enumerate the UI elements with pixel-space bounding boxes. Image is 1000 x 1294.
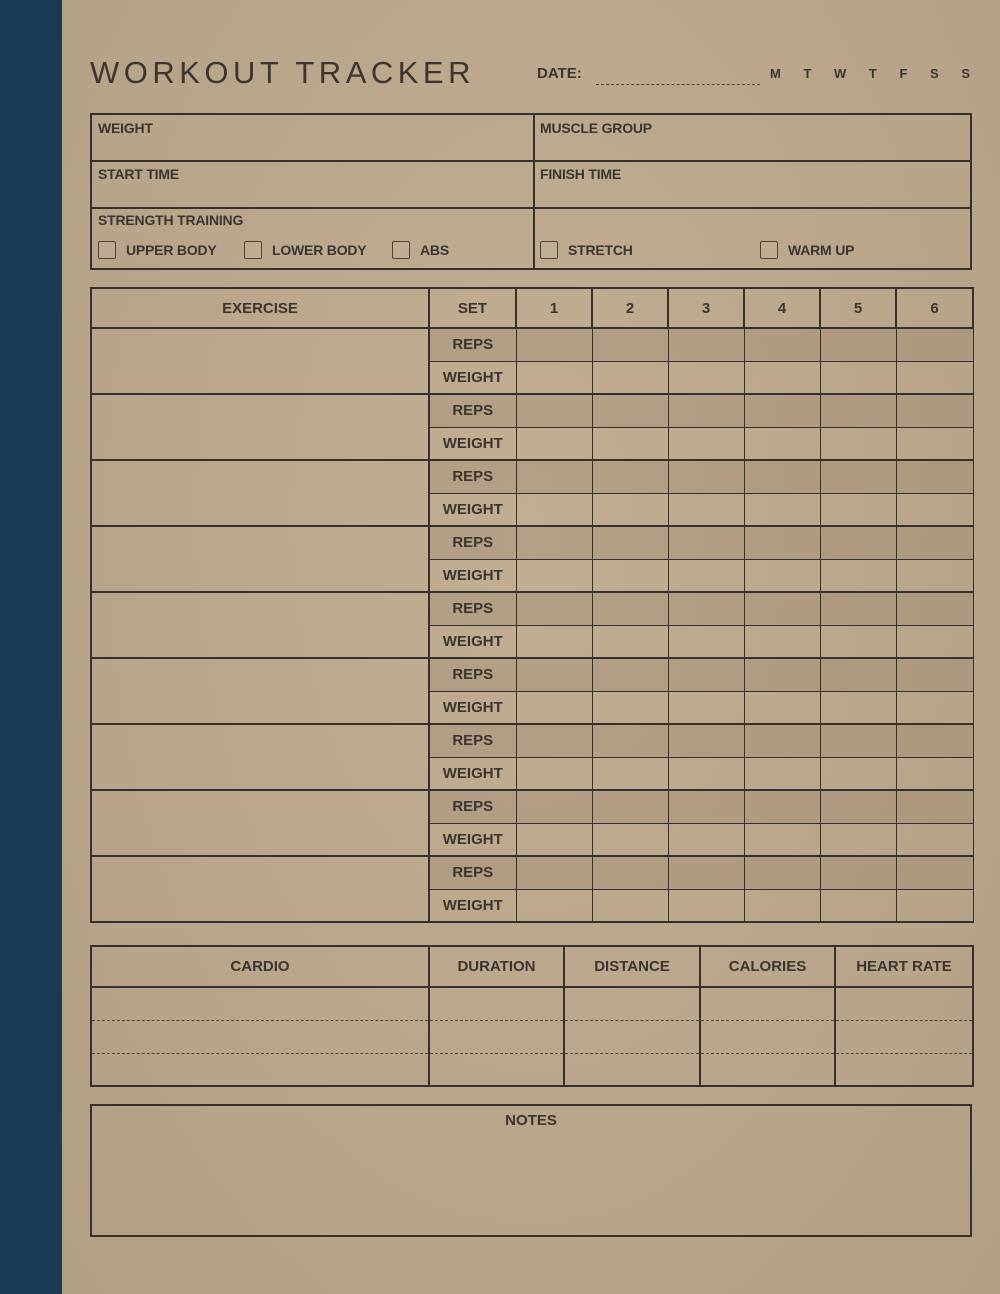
weight-label: WEIGHT [429,889,516,922]
warm-up-checkbox[interactable] [760,241,778,259]
weight-entry-cell[interactable] [592,823,668,856]
exercise-name-cell[interactable] [91,592,429,658]
weight-entry-cell[interactable] [820,361,896,394]
abs-label: ABS [420,242,449,258]
weight-label: WEIGHT [429,493,516,526]
reps-entry-cell[interactable] [820,790,896,823]
weight-entry-cell[interactable] [820,427,896,460]
reps-entry-cell[interactable] [592,526,668,559]
reps-entry-cell[interactable] [896,856,973,889]
cardio-entry-cell[interactable] [91,987,429,1020]
divider [92,207,970,209]
upper-body-label: UPPER BODY [126,242,217,258]
exercise-table-body [91,328,973,922]
weekday-selector [770,66,970,81]
weight-entry-cell[interactable] [592,559,668,592]
reps-entry-cell[interactable] [592,724,668,757]
calories-entry-cell[interactable] [700,1020,835,1053]
reps-entry-cell[interactable] [516,328,592,361]
exercise-name-cell[interactable] [91,460,429,526]
date-field[interactable] [596,84,760,85]
lower-body-checkbox[interactable] [244,241,262,259]
reps-entry-cell[interactable] [820,460,896,493]
set-5-header: 5 [820,288,896,328]
reps-entry-cell[interactable] [896,460,973,493]
day-fri[interactable]: F [899,66,908,81]
exercise-reps-row [91,790,973,823]
weight-label: WEIGHT [429,361,516,394]
reps-entry-cell[interactable] [516,394,592,427]
lower-body-option[interactable] [244,241,366,259]
weight-entry-cell[interactable] [820,889,896,922]
weight-entry-cell[interactable] [592,427,668,460]
reps-label: REPS [429,394,516,427]
exercise-reps-row [91,526,973,559]
set-3-header: 3 [668,288,744,328]
weight-entry-cell[interactable] [516,427,592,460]
reps-entry-cell[interactable] [820,856,896,889]
cardio-table [90,945,974,1087]
reps-entry-cell[interactable] [668,856,744,889]
reps-entry-cell[interactable] [516,790,592,823]
weight-entry-cell[interactable] [516,361,592,394]
exercise-name-cell[interactable] [91,658,429,724]
heart-rate-entry-cell[interactable] [835,1020,973,1053]
reps-entry-cell[interactable] [668,328,744,361]
date-label: DATE: [537,65,582,82]
day-sun[interactable]: S [961,66,970,81]
weight-entry-cell[interactable] [516,757,592,790]
strength-training-label: STRENGTH TRAINING [98,212,244,228]
weight-entry-cell[interactable] [516,493,592,526]
duration-column-header: DURATION [429,946,564,987]
exercise-reps-row [91,328,973,361]
reps-label: REPS [429,724,516,757]
weight-entry-cell[interactable] [516,559,592,592]
upper-body-option[interactable] [98,241,217,259]
reps-entry-cell[interactable] [516,592,592,625]
weight-entry-cell[interactable] [668,361,744,394]
weight-label: WEIGHT [429,757,516,790]
exercise-reps-row [91,658,973,691]
weight-entry-cell[interactable] [820,691,896,724]
reps-entry-cell[interactable] [592,790,668,823]
reps-label: REPS [429,592,516,625]
day-mon[interactable]: M [770,66,781,81]
notes-box[interactable] [90,1104,972,1237]
heart-rate-entry-cell[interactable] [835,987,973,1020]
exercise-name-cell[interactable] [91,328,429,394]
reps-label: REPS [429,658,516,691]
heart-rate-entry-cell[interactable] [835,1053,973,1086]
weight-entry-cell[interactable] [896,493,973,526]
reps-entry-cell[interactable] [896,328,973,361]
weight-entry-cell[interactable] [668,625,744,658]
weight-entry-cell[interactable] [744,559,820,592]
weight-entry-cell[interactable] [592,625,668,658]
exercise-table [90,287,974,923]
exercise-name-cell[interactable] [91,790,429,856]
reps-entry-cell[interactable] [820,658,896,691]
reps-entry-cell[interactable] [668,790,744,823]
weight-entry-cell[interactable] [896,559,973,592]
reps-entry-cell[interactable] [744,328,820,361]
reps-entry-cell[interactable] [896,526,973,559]
exercise-header-row [91,288,973,328]
reps-entry-cell[interactable] [668,658,744,691]
weight-label: WEIGHT [429,625,516,658]
weight-entry-cell[interactable] [744,625,820,658]
reps-entry-cell[interactable] [516,526,592,559]
reps-entry-cell[interactable] [668,526,744,559]
warm-up-option[interactable] [760,241,854,259]
day-sat[interactable]: S [930,66,939,81]
weight-entry-cell[interactable] [668,757,744,790]
muscle-group-field-label: MUSCLE GROUP [540,120,652,136]
weight-entry-cell[interactable] [668,823,744,856]
reps-entry-cell[interactable] [820,724,896,757]
reps-label: REPS [429,856,516,889]
reps-entry-cell[interactable] [820,328,896,361]
weight-label: WEIGHT [429,427,516,460]
calories-entry-cell[interactable] [700,987,835,1020]
weight-entry-cell[interactable] [668,427,744,460]
reps-entry-cell[interactable] [896,790,973,823]
weight-entry-cell[interactable] [516,889,592,922]
reps-label: REPS [429,526,516,559]
duration-entry-cell[interactable] [429,1020,564,1053]
weight-entry-cell[interactable] [896,823,973,856]
reps-entry-cell[interactable] [668,592,744,625]
reps-entry-cell[interactable] [592,394,668,427]
reps-entry-cell[interactable] [820,394,896,427]
reps-entry-cell[interactable] [744,856,820,889]
day-tue[interactable]: T [803,66,812,81]
weight-entry-cell[interactable] [820,625,896,658]
reps-label: REPS [429,790,516,823]
reps-entry-cell[interactable] [668,724,744,757]
weight-label: WEIGHT [429,691,516,724]
weight-entry-cell[interactable] [516,625,592,658]
set-column-header: SET [429,288,516,328]
exercise-name-cell[interactable] [91,724,429,790]
reps-entry-cell[interactable] [744,724,820,757]
reps-entry-cell[interactable] [516,460,592,493]
exercise-reps-row [91,394,973,427]
weight-entry-cell[interactable] [592,361,668,394]
reps-entry-cell[interactable] [592,328,668,361]
weight-label: WEIGHT [429,823,516,856]
weight-entry-cell[interactable] [744,493,820,526]
exercise-column-header: EXERCISE [91,288,429,328]
cardio-row [91,987,973,1020]
exercise-reps-row [91,592,973,625]
reps-entry-cell[interactable] [516,856,592,889]
distance-entry-cell[interactable] [564,1053,700,1086]
weight-entry-cell[interactable] [516,691,592,724]
weight-entry-cell[interactable] [744,823,820,856]
reps-entry-cell[interactable] [744,460,820,493]
weight-entry-cell[interactable] [592,691,668,724]
cardio-row [91,1020,973,1053]
reps-entry-cell[interactable] [668,460,744,493]
reps-entry-cell[interactable] [896,394,973,427]
reps-entry-cell[interactable] [744,394,820,427]
weight-entry-cell[interactable] [744,757,820,790]
reps-entry-cell[interactable] [516,658,592,691]
reps-entry-cell[interactable] [592,856,668,889]
exercise-reps-row [91,856,973,889]
weight-entry-cell[interactable] [668,691,744,724]
reps-entry-cell[interactable] [744,658,820,691]
reps-entry-cell[interactable] [592,592,668,625]
divider [92,160,970,162]
reps-entry-cell[interactable] [896,658,973,691]
weight-entry-cell[interactable] [744,427,820,460]
notes-label: NOTES [505,1112,557,1129]
session-info-box [90,113,972,270]
upper-body-checkbox[interactable] [98,241,116,259]
weight-entry-cell[interactable] [820,493,896,526]
start-time-field-label: START TIME [98,166,179,182]
distance-column-header: DISTANCE [564,946,700,987]
weight-entry-cell[interactable] [896,361,973,394]
weight-entry-cell[interactable] [592,889,668,922]
cardio-entry-cell[interactable] [91,1053,429,1086]
cardio-entry-cell[interactable] [91,1020,429,1053]
weight-entry-cell[interactable] [820,559,896,592]
exercise-name-cell[interactable] [91,856,429,922]
binding-spine [0,0,62,1294]
exercise-reps-row [91,724,973,757]
reps-label: REPS [429,460,516,493]
calories-column-header: CALORIES [700,946,835,987]
weight-entry-cell[interactable] [668,493,744,526]
reps-entry-cell[interactable] [592,658,668,691]
cardio-column-header: CARDIO [91,946,429,987]
weight-field-label: WEIGHT [98,120,153,136]
distance-entry-cell[interactable] [564,1020,700,1053]
set-2-header: 2 [592,288,668,328]
weight-entry-cell[interactable] [668,889,744,922]
set-1-header: 1 [516,288,592,328]
reps-entry-cell[interactable] [516,724,592,757]
reps-entry-cell[interactable] [592,460,668,493]
day-thu[interactable]: T [868,66,877,81]
heart-rate-column-header: HEART RATE [835,946,973,987]
day-wed[interactable]: W [834,66,847,81]
reps-entry-cell[interactable] [820,592,896,625]
reps-entry-cell[interactable] [668,394,744,427]
set-6-header: 6 [896,288,973,328]
calories-entry-cell[interactable] [700,1053,835,1086]
weight-entry-cell[interactable] [744,889,820,922]
reps-entry-cell[interactable] [820,526,896,559]
weight-entry-cell[interactable] [668,559,744,592]
duration-entry-cell[interactable] [429,1053,564,1086]
weight-entry-cell[interactable] [896,427,973,460]
stretch-label: STRETCH [568,242,633,258]
exercise-reps-row [91,460,973,493]
stretch-checkbox[interactable] [540,241,558,259]
weight-entry-cell[interactable] [896,691,973,724]
weight-entry-cell[interactable] [592,493,668,526]
reps-entry-cell[interactable] [744,592,820,625]
weight-entry-cell[interactable] [896,757,973,790]
set-4-header: 4 [744,288,820,328]
exercise-name-cell[interactable] [91,394,429,460]
weight-entry-cell[interactable] [896,625,973,658]
reps-entry-cell[interactable] [744,790,820,823]
weight-entry-cell[interactable] [820,757,896,790]
reps-entry-cell[interactable] [896,724,973,757]
stretch-option[interactable] [540,241,633,259]
weight-entry-cell[interactable] [896,889,973,922]
weight-entry-cell[interactable] [592,757,668,790]
abs-option[interactable] [392,241,449,259]
divider [533,115,535,268]
weight-entry-cell[interactable] [744,691,820,724]
exercise-name-cell[interactable] [91,526,429,592]
cardio-row [91,1053,973,1086]
weight-entry-cell[interactable] [744,361,820,394]
weight-entry-cell[interactable] [820,823,896,856]
lower-body-label: LOWER BODY [272,242,367,258]
weight-entry-cell[interactable] [516,823,592,856]
distance-entry-cell[interactable] [564,987,700,1020]
reps-label: REPS [429,328,516,361]
reps-entry-cell[interactable] [744,526,820,559]
reps-entry-cell[interactable] [896,592,973,625]
page-title: WORKOUT TRACKER [90,55,475,90]
warm-up-label: WARM UP [788,242,855,258]
duration-entry-cell[interactable] [429,987,564,1020]
finish-time-field-label: FINISH TIME [540,166,622,182]
abs-checkbox[interactable] [392,241,410,259]
cardio-header-row [91,946,973,987]
weight-label: WEIGHT [429,559,516,592]
